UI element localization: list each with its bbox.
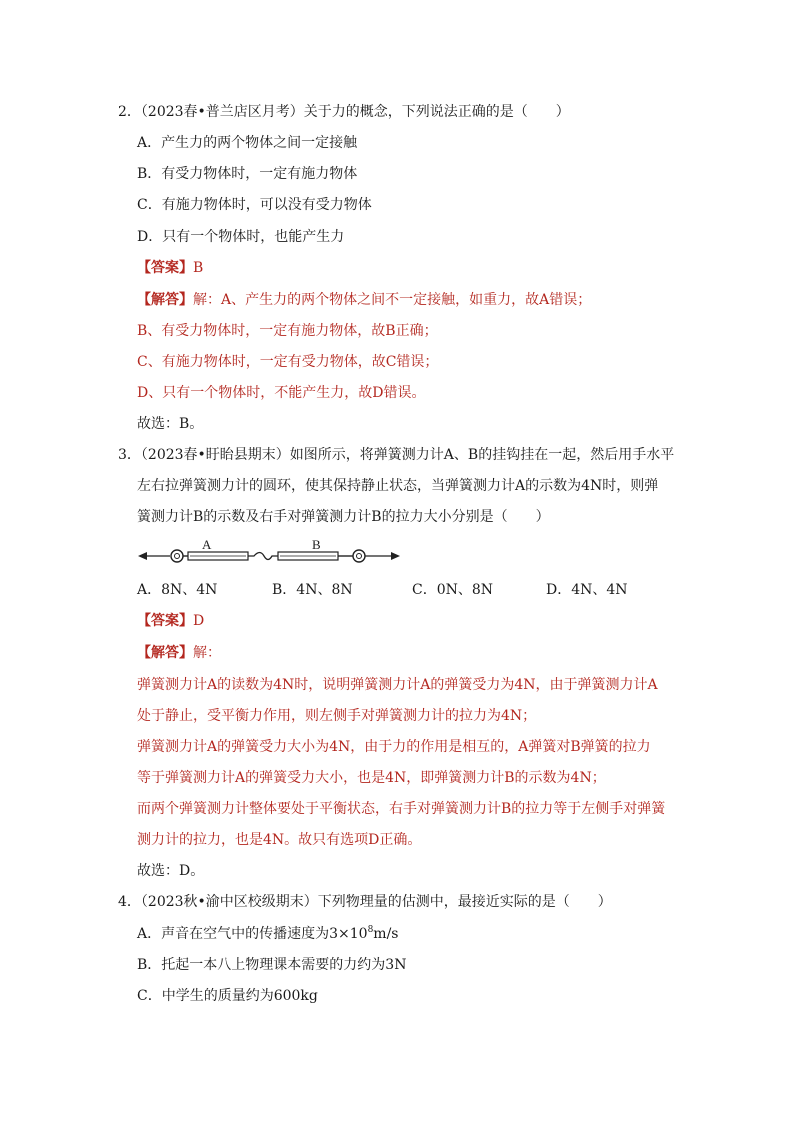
q4-option-a — [137, 924, 398, 944]
q3-analysis-head — [137, 643, 221, 663]
q2-option-d: D．只有一个物体时，也能产生力 — [137, 229, 345, 245]
q2-answer — [137, 258, 203, 278]
q2-choose: 故选：B。 — [137, 416, 204, 432]
q2-analysis-line-3: C、有施力物体时，一定有受力物体，故C错误； — [137, 354, 439, 370]
q3-analysis-line-6: 测力计的拉力，也是4N。故只有选项D正确。 — [137, 832, 422, 848]
q2-analysis-label: 【解答】 — [137, 292, 193, 308]
q4-option-c: C．中学生的质量约为600kg — [137, 988, 318, 1004]
q4-option-a-exponent: 8 — [367, 925, 374, 935]
q3-option-a: A．8N、4N — [137, 582, 218, 598]
q3-analysis-line-5: 而两个弹簧测力计整体要处于平衡状态，右手对弹簧测力计B的拉力等于左侧手对弹簧 — [137, 801, 666, 817]
q3-answer-label: 【答案】 — [137, 613, 193, 629]
q3-choose: 故选：D。 — [137, 863, 205, 879]
q2-analysis-line-4: D、只有一个物体时，不能产生力，故D错误。 — [137, 385, 426, 401]
q3-stem-line-2: 左右拉弹簧测力计的圆环，使其保持静止状态，当弹簧测力计A的示数为4N时，则弹 — [137, 478, 659, 494]
q3-analysis-line-1: 弹簧测力计A的读数为4N时，说明弹簧测力计A的弹簧受力为4N，由于弹簧测力计A — [137, 677, 658, 693]
q3-answer-value: D — [193, 613, 205, 629]
q2-option-a: A．产生力的两个物体之间一定接触 — [137, 135, 358, 151]
q3-option-d: D．4N、4N — [546, 582, 628, 598]
q2-analysis-line-1 — [137, 290, 591, 310]
q4-stem: 4．（2023秋•渝中区校级期末）下列物理量的估测中，最接近实际的是（ ） — [118, 894, 612, 910]
q3-analysis-line-4: 等于弹簧测力计A的弹簧受力大小，也是4N，即弹簧测力计B的示数为4N； — [137, 770, 606, 786]
q4-option-b: B．托起一本八上物理课本需要的力约为3N — [137, 957, 407, 973]
q3-option-b: B．4N、8N — [272, 582, 353, 598]
q3-option-c: C．0N、8N — [412, 582, 494, 598]
q4-option-a-suffix: m/s — [373, 926, 399, 942]
q3-analysis-head-text: 解： — [193, 645, 221, 661]
q3-analysis-line-2: 处于静止，受平衡力作用，则左侧手对弹簧测力计的拉力为4N； — [137, 708, 537, 724]
figure-label-b: B — [312, 537, 321, 552]
q3-stem-line-1: 3．（2023春•盱眙县期末）如图所示，将弹簧测力计A、B的挂钩挂在一起，然后用手水平 — [118, 447, 675, 463]
figure-label-a: A — [202, 537, 212, 552]
q2-analysis-line-2: B、有受力物体时，一定有施力物体，故B正确； — [137, 323, 438, 339]
spring-scale-figure — [138, 536, 408, 572]
q3-analysis-label: 【解答】 — [137, 645, 193, 661]
q2-option-c: C．有施力物体时，可以没有受力物体 — [137, 197, 372, 213]
q2-answer-label: 【答案】 — [137, 260, 193, 276]
q3-stem-line-3: 簧测力计B的示数及右手对弹簧测力计B的拉力大小分别是（ ） — [137, 509, 550, 525]
q2-answer-value: B — [193, 260, 204, 276]
q3-analysis-line-3: 弹簧测力计A的弹簧受力大小为4N，由于力的作用是相互的，A弹簧对B弹簧的拉力 — [137, 739, 651, 755]
q3-answer — [137, 611, 204, 631]
q4-option-a-prefix: A．声音在空气中的传播速度为3×10 — [137, 926, 368, 942]
q3-options — [137, 580, 697, 600]
q2-stem: 2．（2023春•普兰店区月考）关于力的概念，下列说法正确的是（ ） — [118, 104, 570, 120]
q2-option-b: B．有受力物体时，一定有施力物体 — [137, 166, 358, 182]
q2-analysis-text-1: 解：A、产生力的两个物体之间不一定接触，如重力，故A错误； — [193, 292, 592, 308]
